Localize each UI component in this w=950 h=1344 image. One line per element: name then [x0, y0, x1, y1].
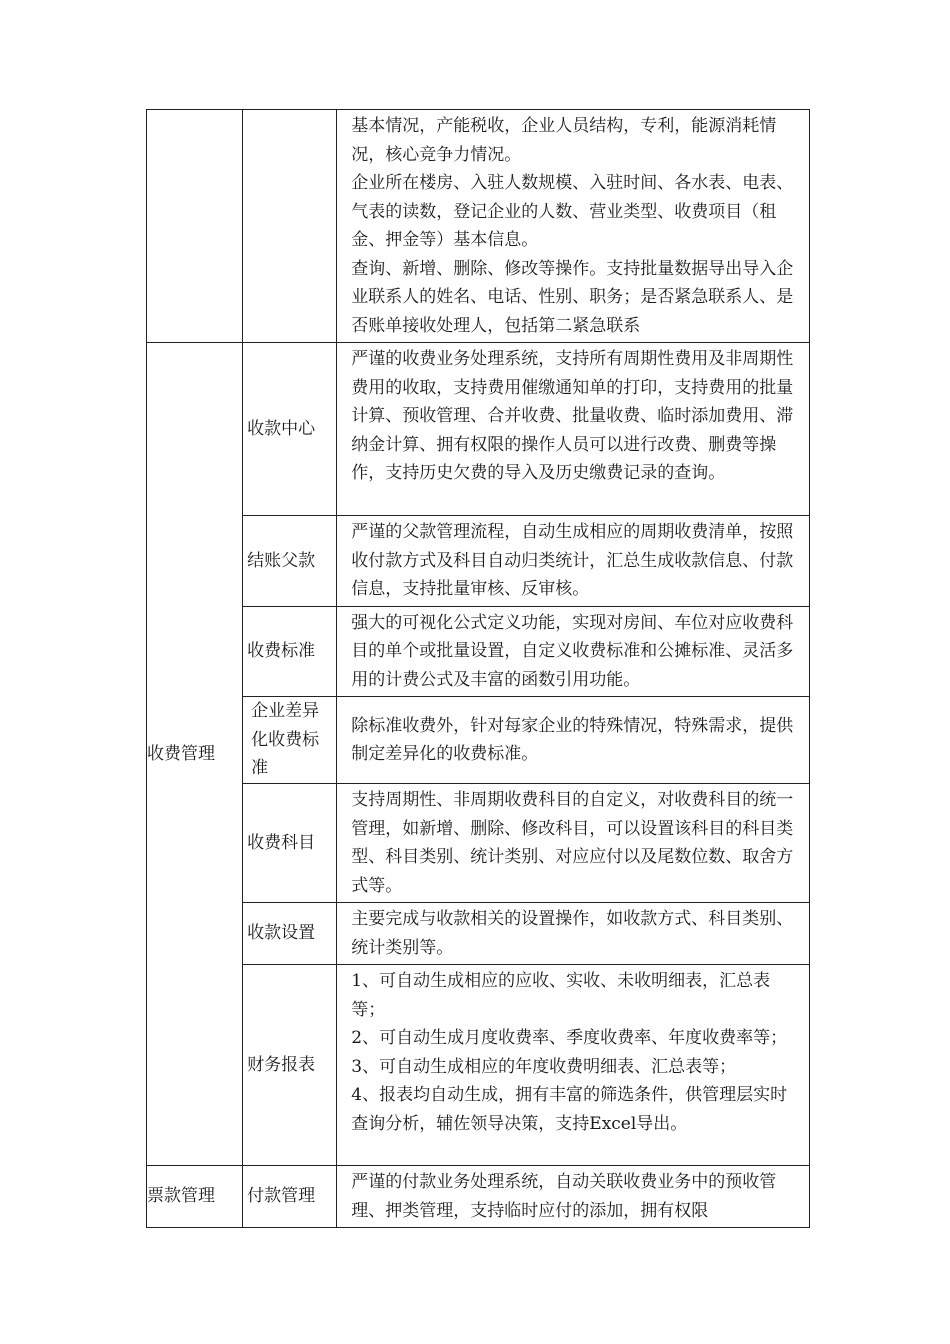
description-cell: [337, 343, 810, 516]
table-row: [147, 903, 810, 965]
description-text: 严谨的父款管理流程，自动生成相应的周期收费清单，按照收付款方式及科目自动归类统计，汇总生成收款信息、付款信息，支持批量审核、反审核。: [351, 522, 794, 599]
description-text: 支持周期性、非周期收费科目的自定义，对收费科目的统一管理，如新增、删除、修改科目，可以设置该科目的科目类型、科目类别、统计类别、对应应付以及尾数位数、取舍方式等。: [351, 790, 794, 896]
category-cell-ticket-management: 票款管理: [147, 1166, 243, 1228]
table-row: [147, 784, 810, 903]
description-text: 严谨的收费业务处理系统，支持所有周期性费用及非周期性费用的收取，支持费用催缴通知单的打印，支持费用的批量计算、预收管理、合并收费、批量收费、临时添加费用、滞纳金计算、拥有权限的操作人员可以进行改费、删费等操作，支持历史欠费的导入及历史缴费记录的查询。: [351, 349, 794, 483]
description-paragraph: 4、报表均自动生成，拥有丰富的筛选条件，供管理层实时查询分析，辅佐领导决策，支持Excel导出。: [351, 1085, 788, 1134]
item-cell-differentiated-standard: 企业差异化收费标准: [243, 697, 337, 784]
table-row: [147, 516, 810, 607]
item-cell-financial-reports: 财务报表: [243, 965, 337, 1166]
item-cell-collection-settings: 收款设置: [243, 903, 337, 965]
table-row: [147, 697, 810, 784]
description-text: 主要完成与收款相关的设置操作，如收款方式、科目类别、统计类别等。: [351, 909, 794, 958]
description-cell: [337, 784, 810, 903]
table-row: [147, 965, 810, 1166]
description-cell: [337, 965, 810, 1166]
item-cell: [243, 110, 337, 343]
description-cell: [337, 697, 810, 784]
description-paragraph: 2、可自动生成月度收费率、季度收费率、年度收费率等；: [351, 1028, 788, 1048]
description-paragraph: 基本情况，产能税收，企业人员结构，专利，能源消耗情况，核心竞争力情况。: [351, 116, 777, 165]
category-cell: [147, 110, 243, 343]
feature-table: [146, 109, 810, 1228]
table-row: [147, 110, 810, 343]
description-cell: [337, 516, 810, 607]
description-text: 严谨的付款业务处理系统，自动关联收费业务中的预收管理、押类管理，支持临时应付的添加，拥有权限: [351, 1172, 777, 1221]
item-cell-payment-management: 付款管理: [243, 1166, 337, 1228]
item-cell-collection-center: 收款中心: [243, 343, 337, 516]
category-cell-fee-management: 收费管理: [147, 343, 243, 1166]
item-cell-fee-standard: 收费标准: [243, 606, 337, 697]
table-row: [147, 343, 810, 516]
table-row: [147, 1166, 810, 1228]
description-paragraph: 企业所在楼房、入驻人数规模、入驻时间、各水表、电表、气表的读数，登记企业的人数、营业类型、收费项目（租金、押金等）基本信息。: [351, 173, 794, 250]
table-row: [147, 606, 810, 697]
description-text: 除标准收费外，针对每家企业的特殊情况，特殊需求，提供制定差异化的收费标准。: [351, 715, 794, 764]
description-cell: [337, 606, 810, 697]
item-cell-fee-subject: 收费科目: [243, 784, 337, 903]
description-paragraph: 查询、新增、删除、修改等操作。支持批量数据导出导入企业联系人的姓名、电话、性别、职务；是否紧急联系人、是否账单接收处理人，包括第二紧急联系: [351, 258, 794, 336]
description-text: 强大的可视化公式定义功能，实现对房间、车位对应收费科目的单个或批量设置，自定义收费标准和公摊标准、灵活多用的计费公式及丰富的函数引用功能。: [351, 612, 794, 690]
description-cell: [337, 110, 810, 343]
item-cell-settlement: 结账父款: [243, 516, 337, 607]
description-paragraph: 3、可自动生成相应的年度收费明细表、汇总表等；: [351, 1056, 737, 1077]
description-paragraph: 1、可自动生成相应的应收、实收、未收明细表，汇总表等；: [351, 971, 771, 1020]
description-cell: [337, 903, 810, 965]
description-cell: [337, 1166, 810, 1228]
